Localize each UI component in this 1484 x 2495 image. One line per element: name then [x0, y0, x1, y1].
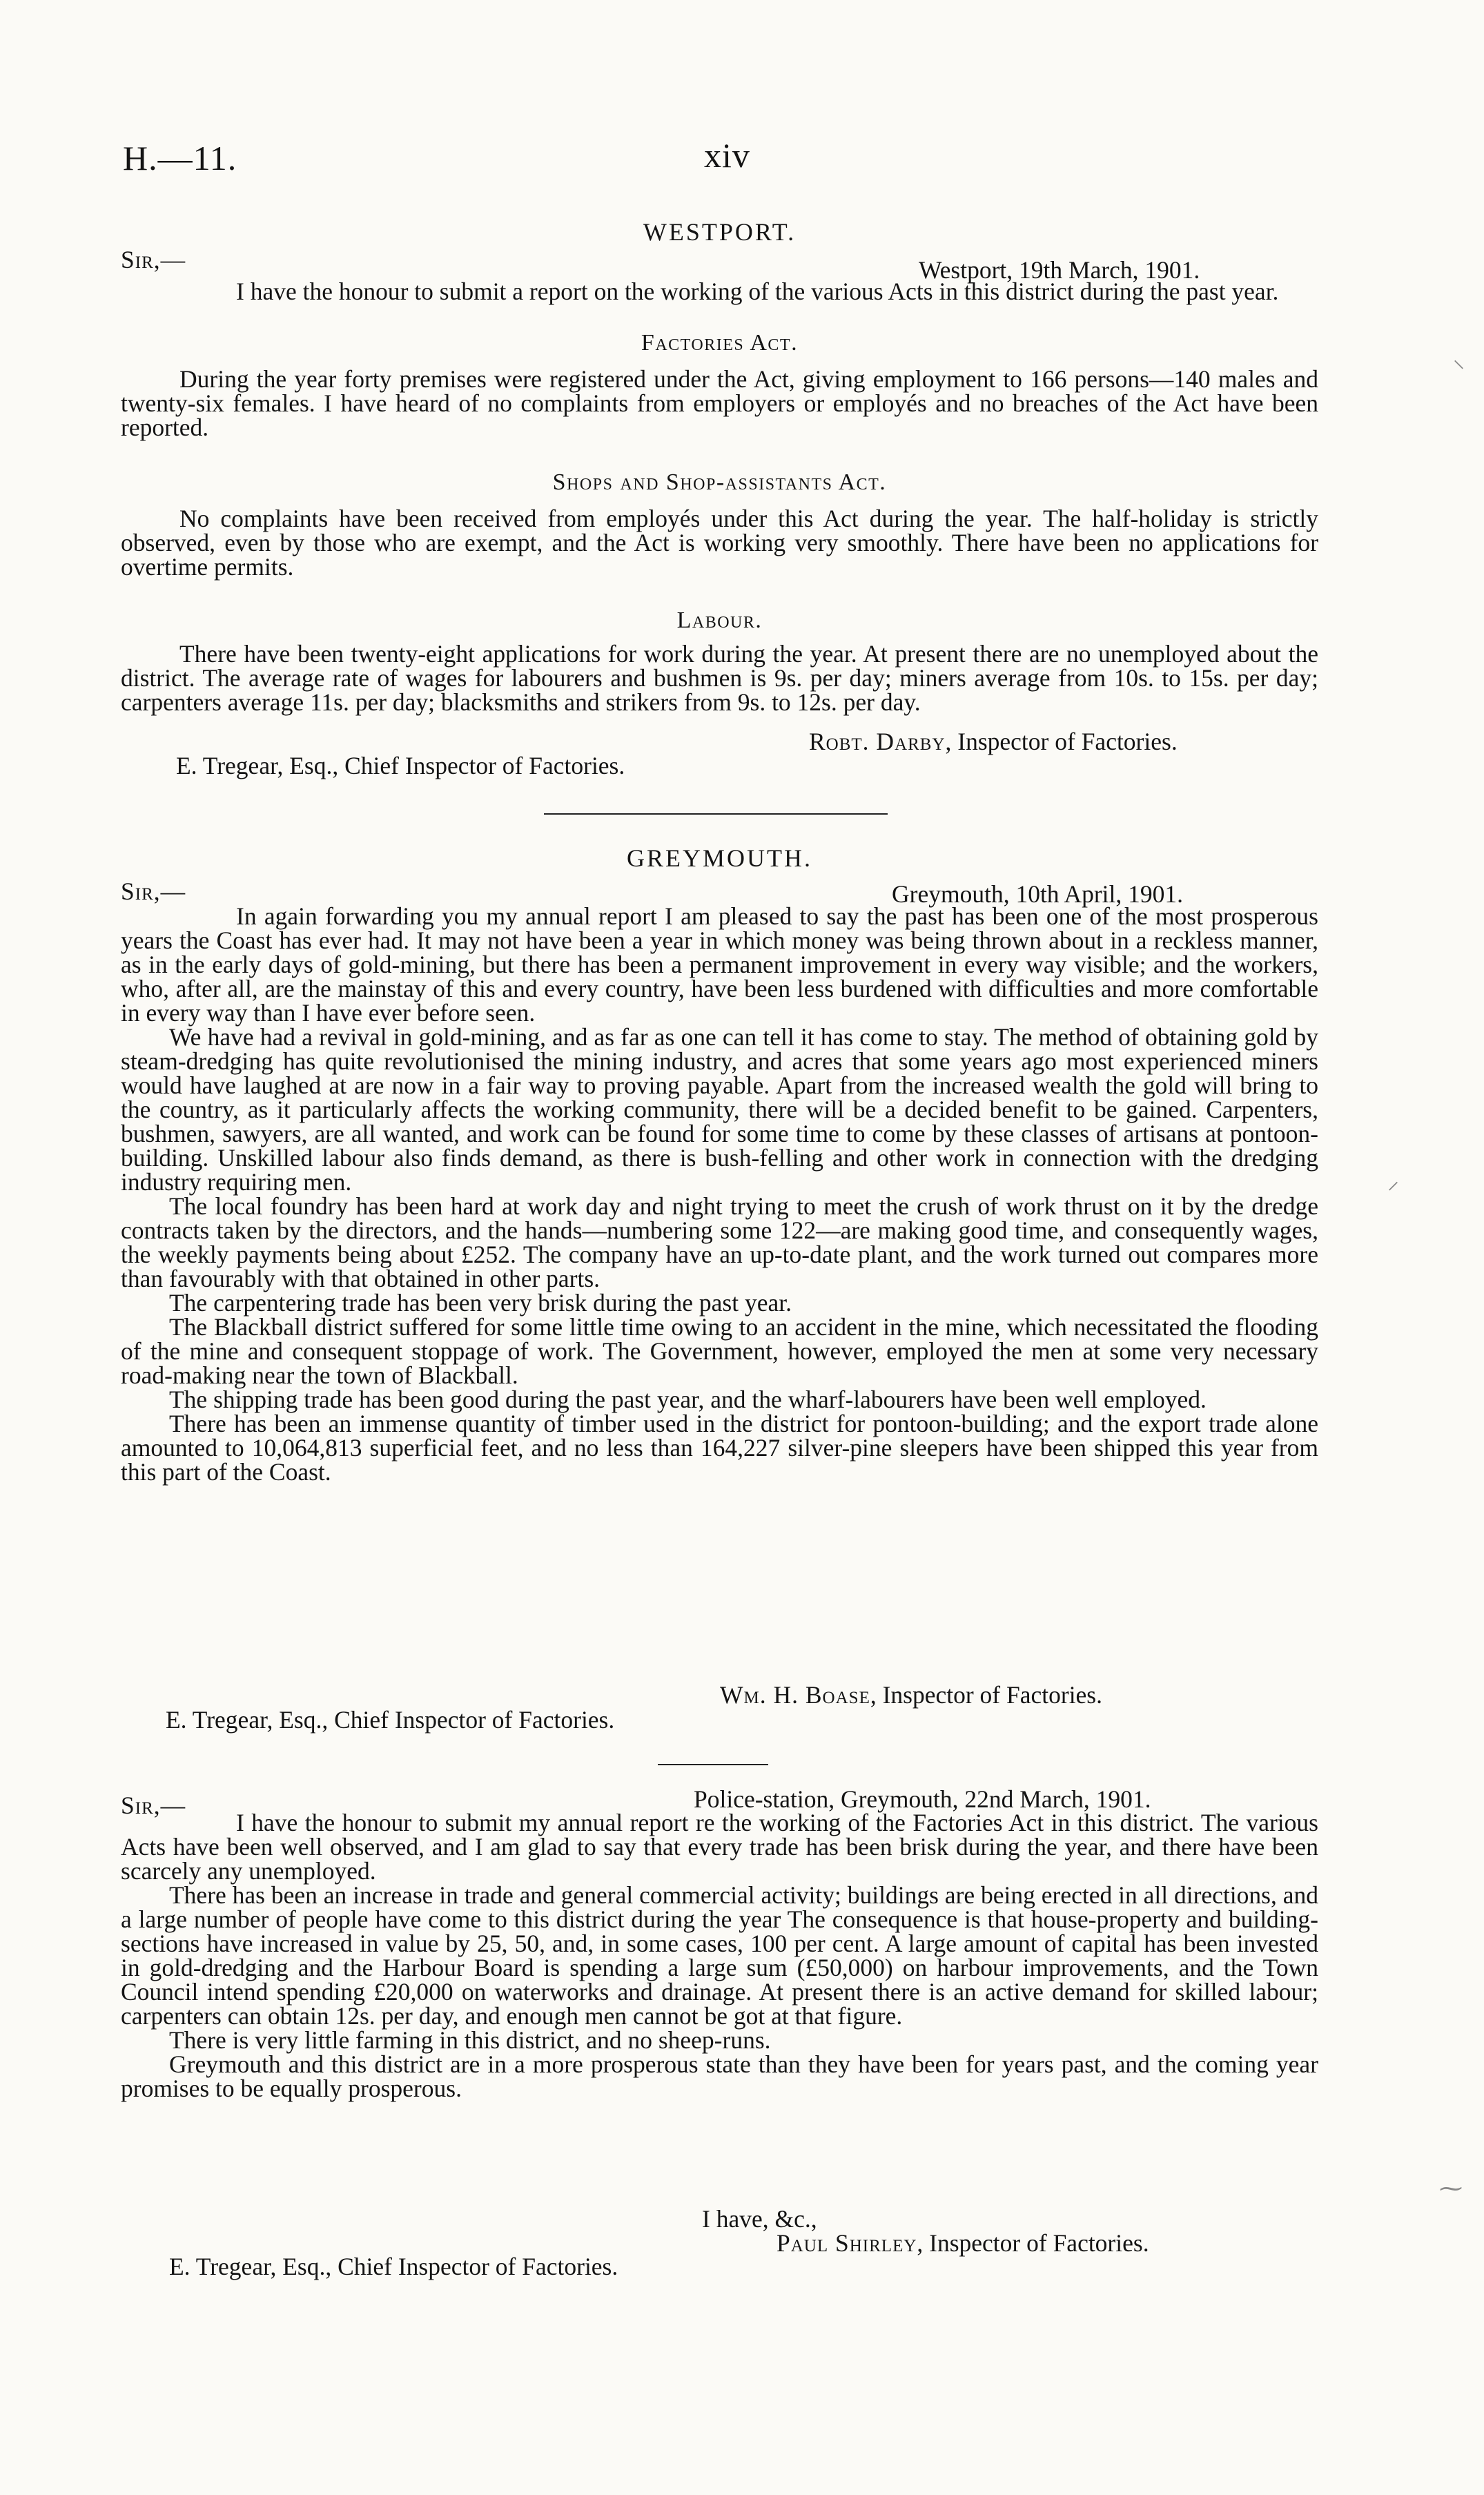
westport-signature: Robt. Darby, Inspector of Factories.	[809, 728, 1178, 755]
scan-mark: ⸌	[1453, 357, 1465, 382]
greymouth-title: GREYMOUTH.	[627, 844, 812, 872]
westport-shops-body	[121, 507, 1318, 579]
westport-labour-text: There have been twenty-eight applications for work during the year. At present there are no unemployed about the district. The average rate of wages for labourers and bushmen is 9s. per day; miners average from 10s. to 15s. per day; carpenters average 11s. per day; blacksmiths and strikers from 9s. to 12s. per day.	[121, 640, 1318, 716]
greymouth-salutation: Sir,—	[121, 877, 186, 905]
westport-labour-body	[121, 642, 1318, 715]
police-paragraph: There has been an increase in trade and general commercial activity; buildings are being erected in all directions, and a large number of people have come to this district during the year The consequence is that house-property and building-sections have increased in value by 25, 50, and, in some cases, 100 per cent. A large amount of capital has been invested in gold-dredging and the Harbour Board is spending a large sum (£50,000) on harbour improvements, and the Town Council intend spending £20,000 on waterworks and drainage. At present there is an active demand for skilled labour; carpenters can obtain 12s. per day, and enough men cannot be got at that figure.	[121, 1881, 1318, 2030]
section-divider	[658, 1764, 768, 1765]
westport-addressee: E. Tregear, Esq., Chief Inspector of Factories.	[176, 752, 625, 779]
westport-factories-text: During the year forty premises were registered under the Act, giving employment to 166 persons—140 males and twenty-six females. I have heard of no complaints from employers or employés and no breaches of the Act have been reported.	[121, 365, 1318, 441]
greymouth-body	[121, 904, 1318, 1484]
scan-mark: ⁓	[1439, 2176, 1463, 2202]
greymouth-addressee: E. Tregear, Esq., Chief Inspector of Factories.	[166, 1706, 615, 1734]
greymouth-signature: Wm. H. Boase, Inspector of Factories.	[720, 1681, 1103, 1709]
police-place-date: Police-station, Greymouth, 22nd March, 1901.	[694, 1785, 1151, 1813]
westport-shops-text: No complaints have been received from employés under this Act during the year. The half-holiday is strictly observed, even by those who are exempt, and the Act is working very smoothly. There have been no applications for overtime permits.	[121, 505, 1318, 581]
greymouth-paragraph: The carpentering trade has been very brisk during the past year.	[169, 1289, 792, 1317]
page-reference: H.—11.	[123, 139, 237, 177]
greymouth-paragraph: The local foundry has been hard at work day and night trying to meet the crush of work thrust on it by the dredge contracts taken by the directors, and the hands—numbering some 122—are making good time, and consequently wages, the weekly payments being about £252. The company have an up-to-date plant, and the work turned out compares more than favourably with that obtained in other parts.	[121, 1192, 1318, 1292]
greymouth-paragraph: We have had a revival in gold-mining, and as far as one can tell it has come to stay. The method of obtaining gold by steam-dredging has quite revolutionised the mining industry, and acres that some years ago most experienced miners would have laughed at are now in a fair way to proving payable. Apart from the increased wealth the gold will bring to the country, as it particularly affects the working community, there will be a decided benefit to be gained. Carpenters, bushmen, sawyers, are all wanted, and work can be found for some time to come by these classes of artisans at pontoon-building. Unskilled labour also finds demand, as there is bush-felling and other work in connection with the dredging industry requiring men.	[121, 1023, 1318, 1196]
westport-factories-body	[121, 367, 1318, 440]
police-paragraph: Greymouth and this district are in a more prosperous state than they have been for years past, and the coming year promises to be equally prosperous.	[121, 2050, 1318, 2102]
greymouth-paragraph: In again forwarding you my annual report I am pleased to say the past has been one of the most prosperous years the Coast has ever had. It may not have been a year in which money was being thrown about in a reckless manner, as in the early days of gold-mining, but there has been a permanent improvement in every way visible; and the workers, who, after all, are the mainstay of this and every country, have been less burdened with difficulties and more comfortable in every way than I have ever before seen.	[121, 902, 1318, 1027]
police-signature: Paul Shirley, Inspector of Factories.	[777, 2229, 1149, 2257]
section-divider	[544, 813, 888, 815]
police-paragraph: I have the honour to submit my annual report re the working of the Factories Act in this district. The various Acts have been well observed, and I am glad to say that every trade has been brisk during the year, and there have been scarcely any unemployed.	[121, 1809, 1318, 1885]
greymouth-paragraph: There has been an immense quantity of timber used in the district for pontoon-building; and the export trade alone amounted to 10,064,813 superficial feet, and no less than 164,227 silver-pine sleepers have been shipped this year from this part of the Coast.	[121, 1410, 1318, 1486]
police-salutation: Sir,—	[121, 1792, 186, 1819]
police-paragraph: There is very little farming in this district, and no sheep-runs.	[169, 2026, 771, 2054]
police-body	[121, 1811, 1318, 2101]
police-addressee: E. Tregear, Esq., Chief Inspector of Factories.	[169, 2253, 618, 2280]
page-number: xiv	[704, 136, 750, 175]
westport-place-date: Westport, 19th March, 1901.	[919, 256, 1200, 284]
westport-intro	[121, 280, 1318, 304]
westport-intro-text: I have the honour to submit a report on the working of the various Acts in this district during the past year.	[236, 278, 1279, 305]
westport-title: WESTPORT.	[643, 218, 797, 246]
scan-mark: ⸍	[1387, 1178, 1399, 1204]
greymouth-paragraph: The shipping trade has been good during the past year, and the wharf-labourers have been well employed.	[169, 1386, 1207, 1413]
greymouth-place-date: Greymouth, 10th April, 1901.	[892, 880, 1184, 908]
greymouth-paragraph: The Blackball district suffered for some little time owing to an accident in the mine, which necessitated the flooding of the mine and consequent stoppage of work. The Government, however, employed the men at some very necessary road-making near the town of Blackball.	[121, 1313, 1318, 1389]
westport-labour-heading: Labour.	[676, 608, 763, 633]
westport-salutation: Sir,—	[121, 246, 186, 273]
police-closing: I have, &c.,	[702, 2205, 817, 2233]
westport-factories-heading: Factories Act.	[641, 330, 799, 356]
westport-shops-heading: Shops and Shop-assistants Act.	[552, 469, 887, 495]
